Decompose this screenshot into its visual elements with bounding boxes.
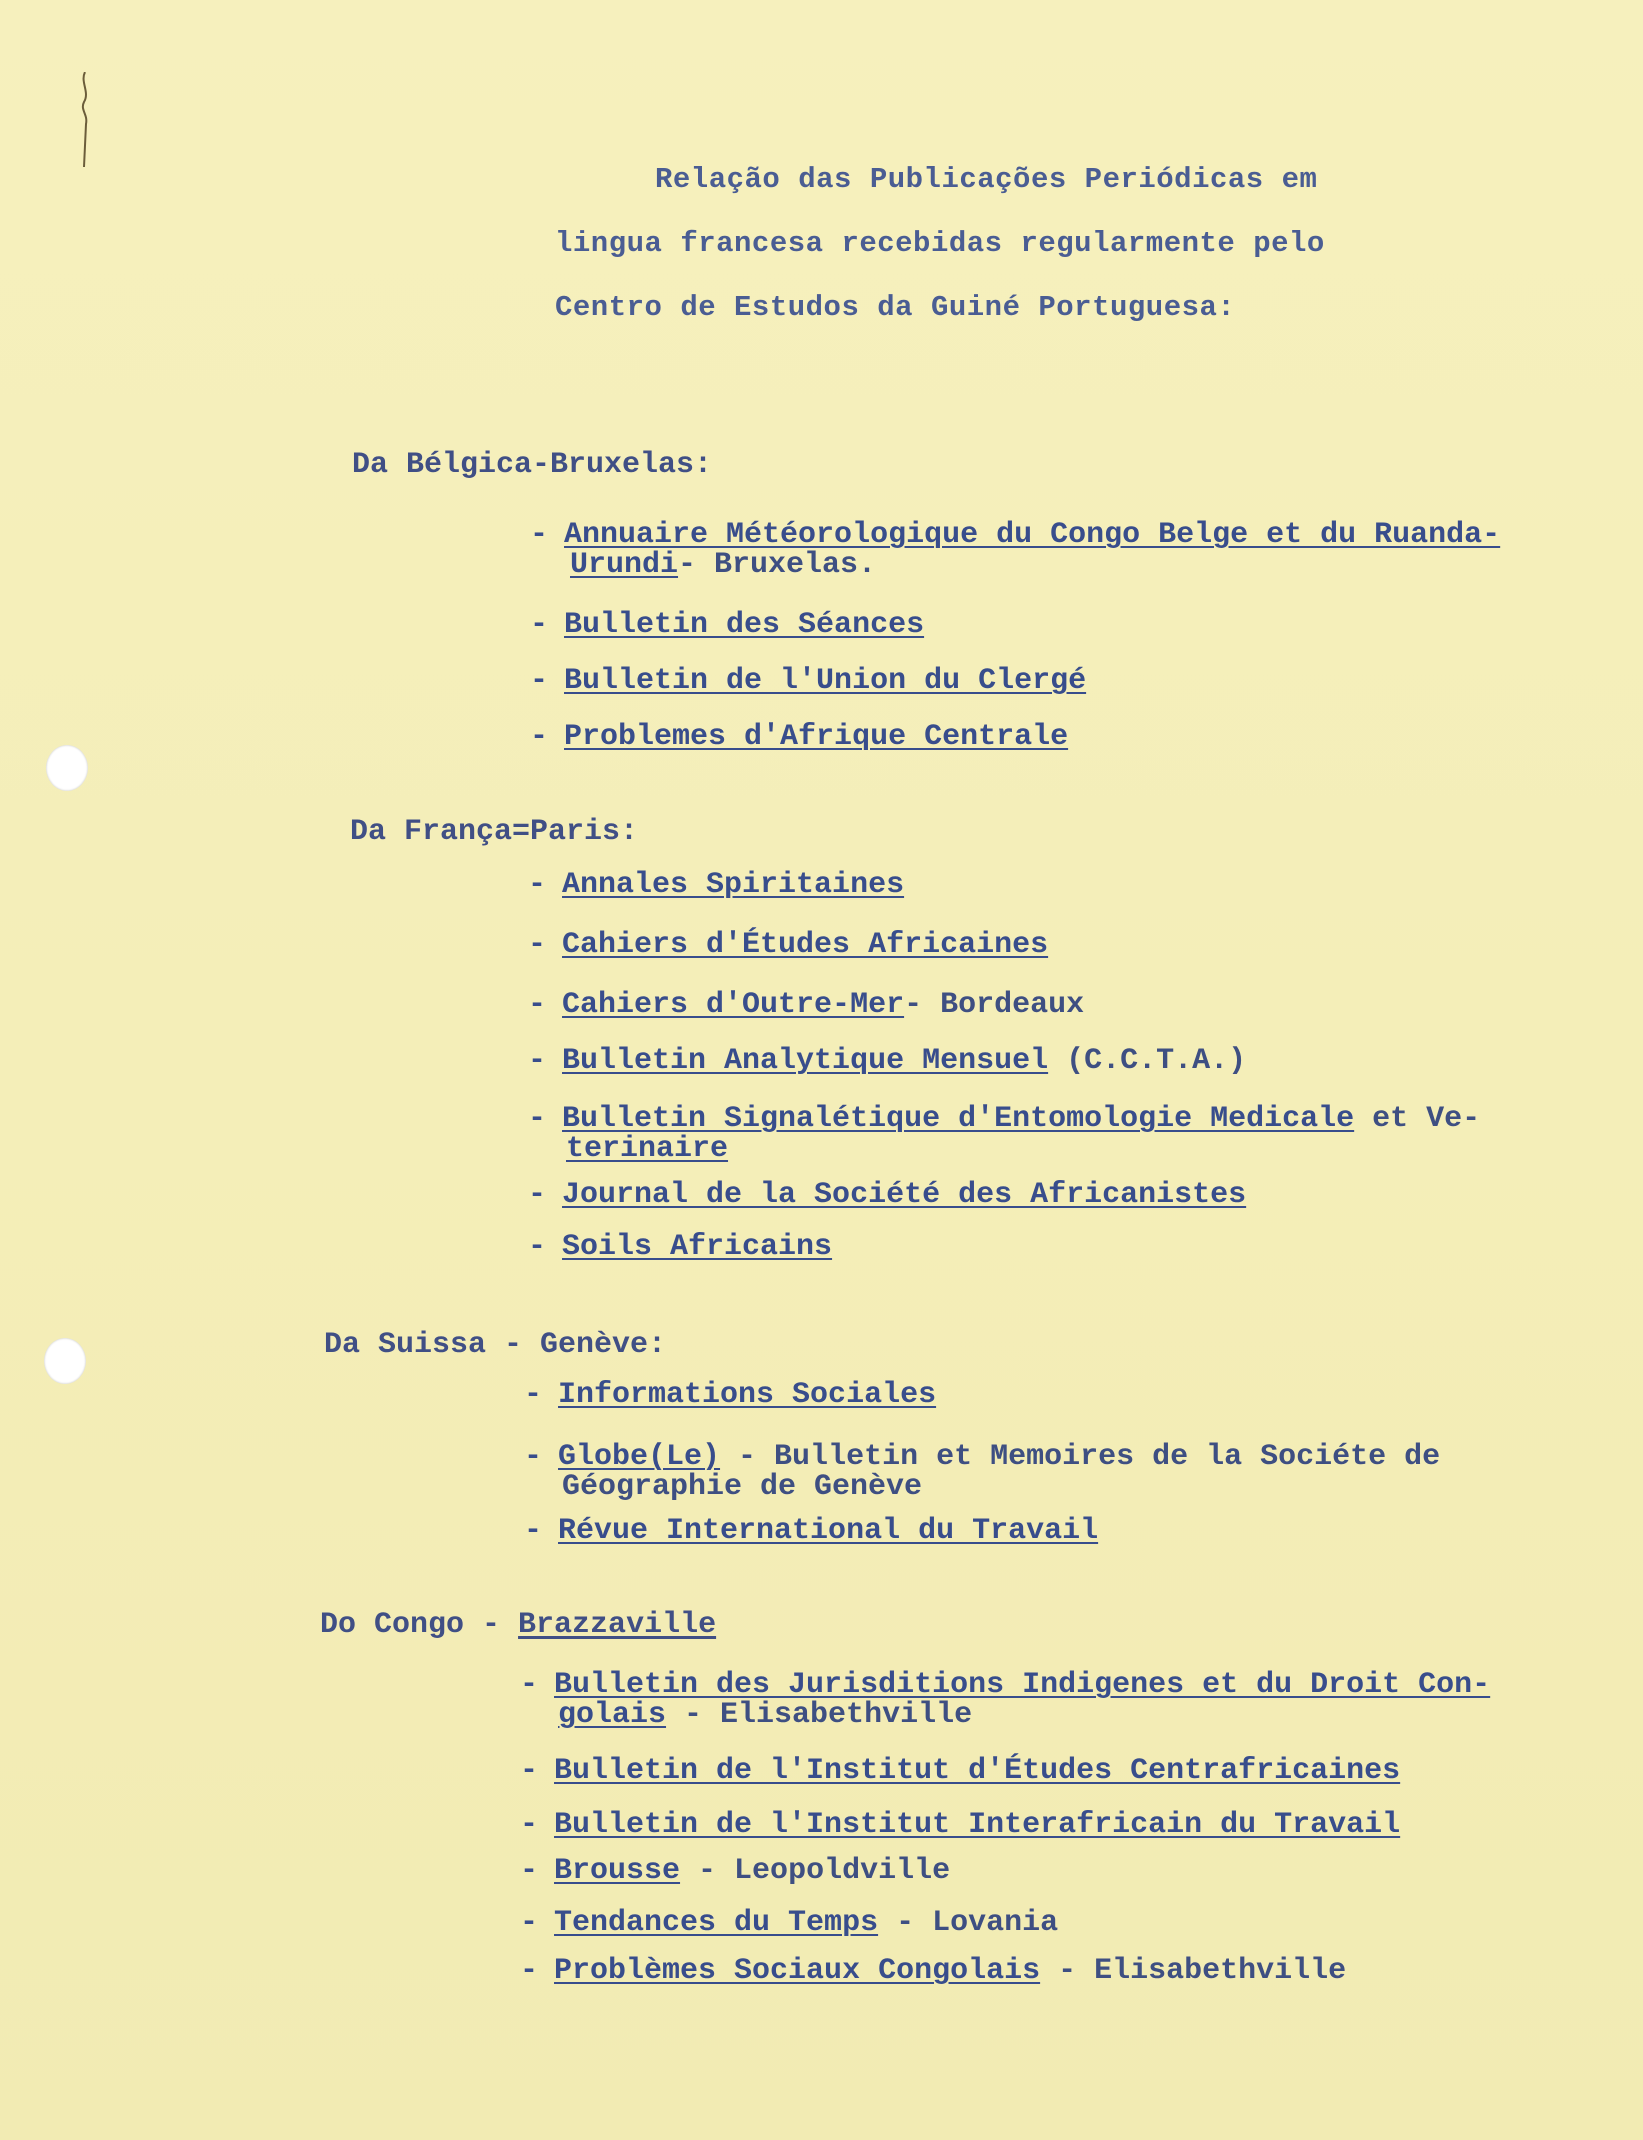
section-heading-suissa: Da Suissa - Genève: (324, 1328, 667, 1362)
list-item: - Problèmes Sociaux Congolais - Elisabethville (520, 1954, 1347, 1988)
list-item: - Bulletin de l'Institut Interafricain du Travail (520, 1808, 1401, 1842)
list-item: - Annales Spiritaines (528, 868, 905, 902)
list-item: - Bulletin de l'Institut d'Études Centrafricaines (520, 1754, 1401, 1788)
list-item: - Cahiers d'Outre-Mer- Bordeaux (528, 988, 1085, 1022)
list-item: - Bulletin Signalétique d'Entomologie Medicale et Ve- terinaire (528, 1102, 1481, 1166)
section-heading-belgica: Da Bélgica-Bruxelas: (352, 448, 713, 482)
punch-hole-top (46, 745, 88, 791)
list-item: - Bulletin des Jurisditions Indigenes et du Droit Con- golais - Elisabethville (520, 1668, 1491, 1732)
list-item: - Globe(Le) - Bulletin et Memoires de la Sociéte de Géographie de Genève (524, 1440, 1441, 1504)
list-item: - Bulletin de l'Union du Clergé (530, 664, 1087, 698)
list-item: - Journal de la Société des Africanistes (528, 1178, 1247, 1212)
staple-mark (78, 72, 92, 167)
title-line: Relação das Publicações Periódicas em (655, 163, 1318, 196)
list-item: - Annuaire Météorologique du Congo Belge et du Ruanda- Urundi- Bruxelas. (530, 518, 1501, 582)
section-heading-franca: Da França=Paris: (350, 815, 639, 849)
list-item: - Révue International du Travail (524, 1514, 1099, 1548)
title-line: Centro de Estudos da Guiné Portuguesa: (555, 291, 1236, 324)
title-line: lingua francesa recebidas regularmente pelo (555, 227, 1325, 260)
document-title (555, 148, 1455, 340)
punch-hole-bottom (44, 1338, 86, 1384)
section-heading-congo: Do Congo - Brazzaville (320, 1608, 717, 1642)
list-item: - Informations Sociales (524, 1378, 937, 1412)
list-item: - Soils Africains (528, 1230, 833, 1264)
list-item: - Cahiers d'Études Africaines (528, 928, 1049, 962)
list-item: - Brousse - Leopoldville (520, 1854, 951, 1888)
list-item: - Bulletin Analytique Mensuel (C.C.T.A.) (528, 1044, 1247, 1078)
list-item: - Tendances du Temps - Lovania (520, 1906, 1059, 1940)
list-item: - Bulletin des Séances (530, 608, 925, 642)
list-item: - Problemes d'Afrique Centrale (530, 720, 1069, 754)
